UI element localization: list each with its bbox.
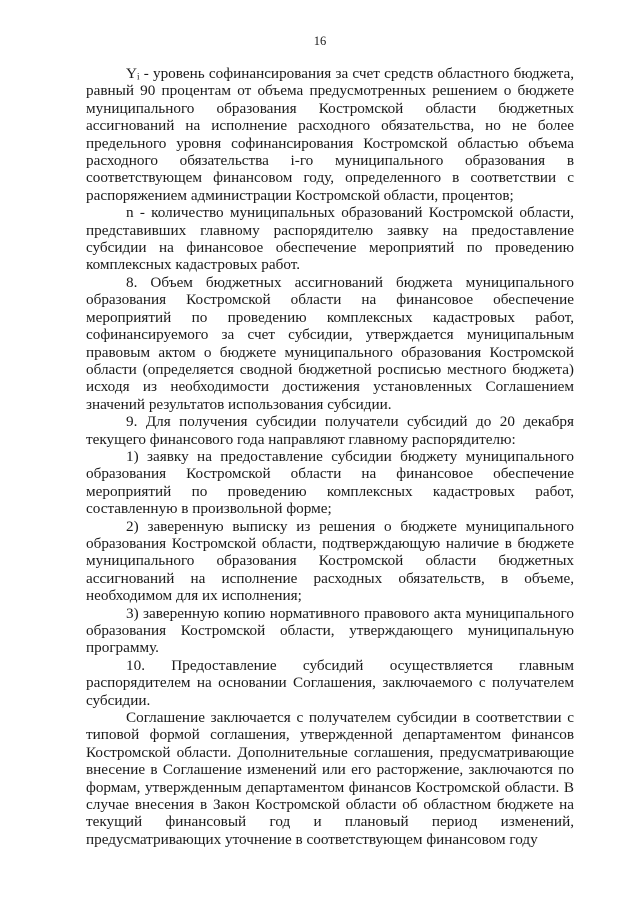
paragraph-subitem-1: 1) заявку на предоставление субсидии бюджету муниципального образования Костромской области на финансовое обеспечение мероприятий по проведению комплексных кадастровых работ, составленную в произвольной форме;	[86, 447, 574, 518]
paragraph-item-8: 8. Объем бюджетных ассигнований бюджета муниципального образования Костромской области на финансовое обеспечение мероприятий по проведению комплексных кадастровых работ, софинансируемого за счет субсидии, утверждается муниципальным правовым актом о бюджете муниципального образования Костромской области (определяется сводной бюджетной росписью местного бюджета) исходя из необходимости достижения установленных Соглашением значений результатов использования субсидии.	[86, 273, 574, 413]
paragraph-yi-definition: Yᵢ - уровень софинансирования за счет средств областного бюджета, равный 90 процентам от объема предусмотренных решением о бюджете муниципального образования Костромской области бюджетных ассигнований на исполнение расходного обязательства, но не более предельного уровня софинансирования Костромской областью объема расходного обязательства i-го муниципального образования в соответствующем финансовом году, определенного в соответствии с распоряжением администрации Костромской области, процентов;	[86, 65, 574, 204]
paragraph-item-10: 10. Предоставление субсидий осуществляется главным распорядителем на основании Соглашения, заключаемого с получателем субсидии.	[86, 656, 574, 709]
document-body	[86, 65, 574, 848]
paragraph-n-definition: n - количество муниципальных образований Костромской области, представивших главному распорядителю заявку на предоставление субсидии на финансовое обеспечение мероприятий по проведению комплексных кадастровых работ.	[86, 204, 574, 274]
page-number: 16	[313, 34, 327, 48]
paragraph-subitem-3: 3) заверенную копию нормативного правового акта муниципального образования Костромской области, утверждающего муниципальную программу.	[86, 604, 574, 657]
paragraph-agreement: Соглашение заключается с получателем субсидии в соответствии с типовой формой соглашения, утвержденной департаментом финансов Костромской области. Дополнительные соглашения, предусматривающие внесение в Соглашение изменений или его расторжение, заключаются по формам, утвержденным департаментом финансов Костромской области. В случае внесения в Закон Костромской области об областном бюджете на текущий финансовый год и плановый период изменений, предусматривающих уточнение в соответствующем финансовом году	[86, 709, 574, 848]
paragraph-subitem-2: 2) заверенную выписку из решения о бюджете муниципального образования Костромской области, подтверждающую наличие в бюджете муниципального образования Костромской области бюджетных ассигнований на исполнение расходных обязательств, в объеме, необходимом для их исполнения;	[86, 517, 574, 605]
paragraph-item-9: 9. Для получения субсидии получатели субсидий до 20 декабря текущего финансового года направляют главному распорядителю:	[86, 413, 574, 448]
